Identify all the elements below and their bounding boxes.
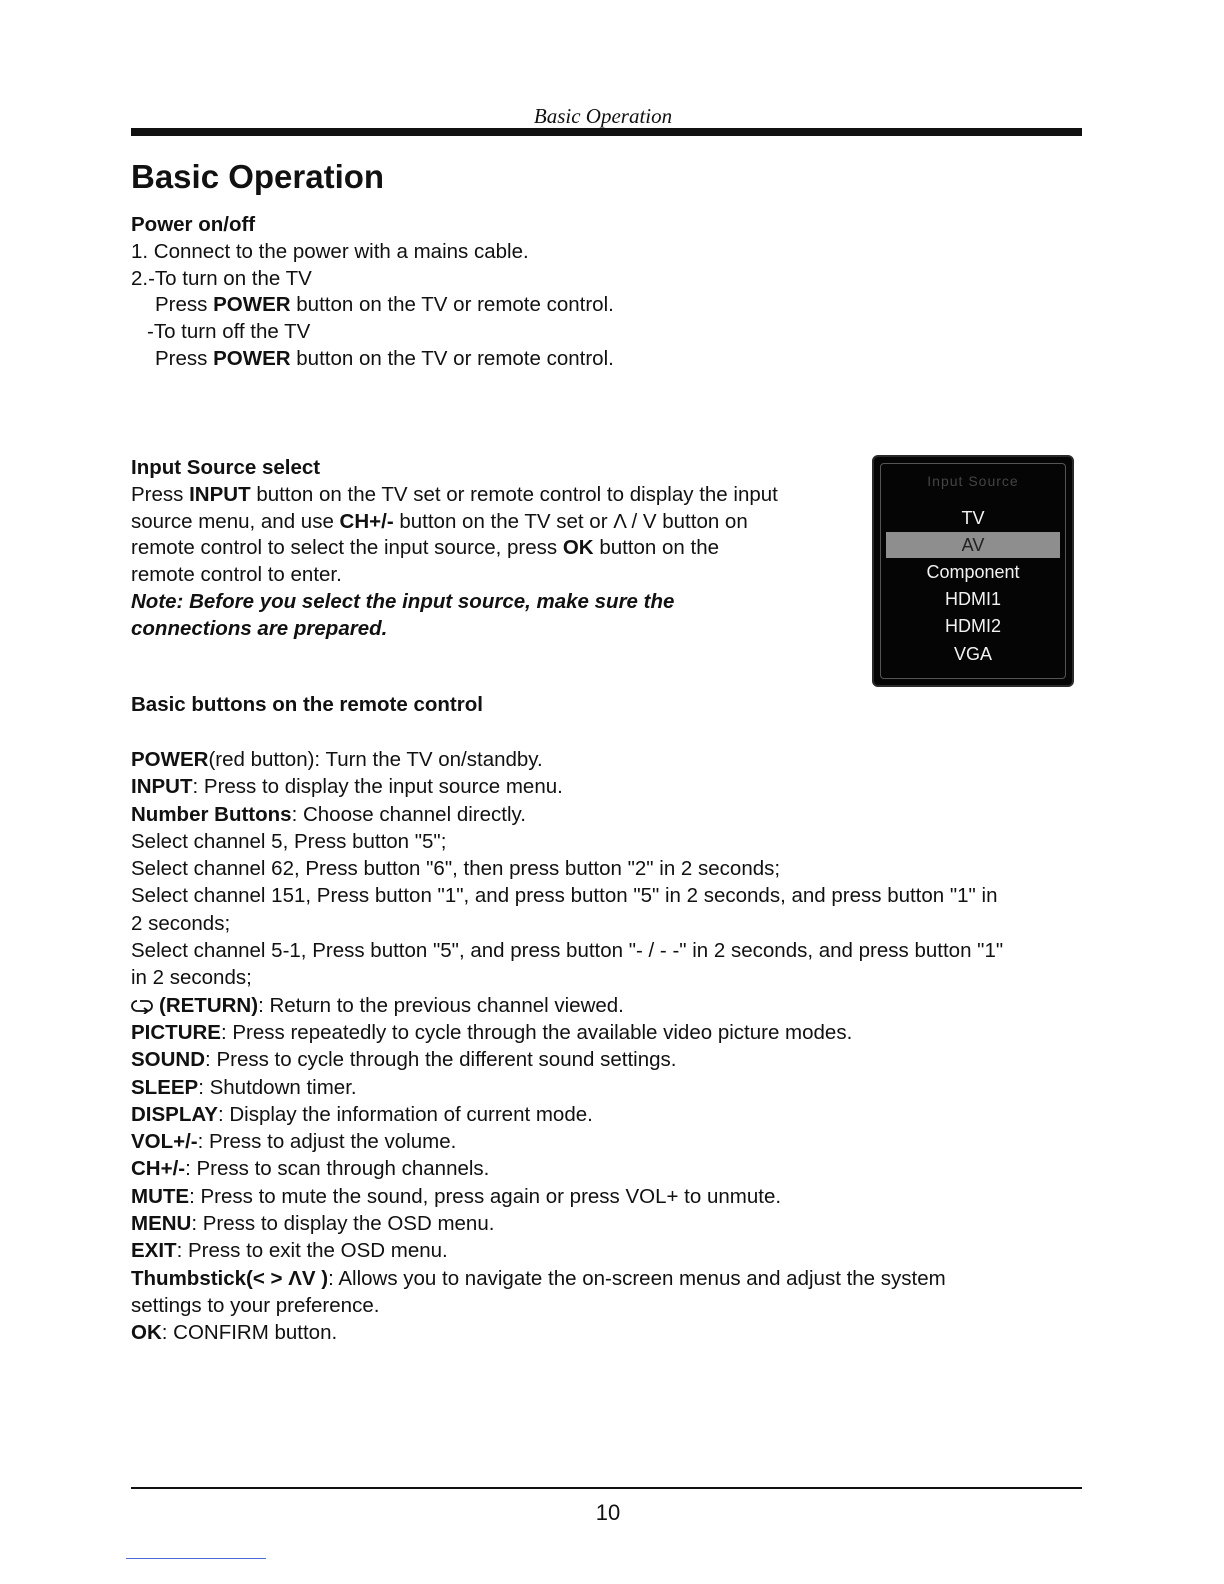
desc: : Press repeatedly to cycle through the available video picture modes. <box>220 1020 853 1044</box>
input-line-2 <box>131 509 778 536</box>
osd-item-tv[interactable]: TV <box>961 508 985 528</box>
press-text: Press <box>155 346 214 370</box>
input-note-1: Note: Before you select the input source, make sure the <box>131 589 675 613</box>
power-rest-text: button on the TV or remote control. <box>296 293 614 317</box>
channel-5-example: Select channel 5, Press button "5"; <box>131 829 447 853</box>
text: Press <box>131 482 190 506</box>
footer-rule <box>131 1487 1082 1489</box>
power-off-step: -To turn off the TV <box>147 320 311 344</box>
desc: : CONFIRM button. <box>161 1321 338 1345</box>
osd-item-vga[interactable]: VGA <box>953 644 992 664</box>
key: Thumbstick(< > ΛV ) <box>131 1266 329 1290</box>
desc: : Press to display the OSD menu. <box>191 1212 495 1236</box>
thumbstick-desc-cont: settings to your preference. <box>131 1293 380 1317</box>
power-key: POWER <box>213 293 291 317</box>
sleep-button-desc <box>131 1074 1003 1101</box>
page-title: Basic Operation <box>131 158 385 195</box>
power-step-1: 1. Connect to the power with a mains cable. <box>131 239 529 263</box>
header-rule <box>131 128 1082 136</box>
desc: : Choose channel directly. <box>291 802 526 826</box>
key: CH+/- <box>131 1157 186 1181</box>
text: remote control to select the input source, press <box>131 536 563 560</box>
desc: : Press to mute the sound, press again or press VOL+ to unmute. <box>189 1184 782 1208</box>
desc: : Press to adjust the volume. <box>197 1130 457 1154</box>
desc: : Press to cycle through the different sound settings. <box>205 1048 677 1072</box>
desc: : Press to exit the OSD menu. <box>176 1239 448 1263</box>
text: button on the <box>599 536 719 560</box>
exit-button-desc <box>131 1237 1003 1264</box>
picture-button-desc <box>131 1019 1003 1046</box>
text: source menu, and use <box>131 509 340 533</box>
remote-heading: Basic buttons on the remote control <box>131 693 483 716</box>
mute-button-desc <box>131 1183 1003 1210</box>
remote-buttons-section <box>131 746 1003 1347</box>
channel-62-example: Select channel 62, Press button "6", then press button "2" in 2 seconds; <box>131 857 781 881</box>
key: MUTE <box>131 1184 190 1208</box>
osd-item-hdmi2[interactable]: HDMI2 <box>944 616 1001 636</box>
key: DISPLAY <box>131 1102 218 1126</box>
key: INPUT <box>131 775 193 799</box>
bottom-link-underline <box>126 1558 266 1559</box>
input-line-3 <box>131 535 778 562</box>
osd-item-hdmi1[interactable]: HDMI1 <box>944 589 1001 609</box>
desc: (red button): Turn the TV on/standby. <box>208 748 543 771</box>
desc: : Press to scan through channels. <box>185 1157 490 1181</box>
channel-151-example-cont: 2 seconds; <box>131 911 231 935</box>
desc: : Press to display the input source menu. <box>192 775 563 799</box>
osd-title: Input Source <box>927 473 1019 489</box>
key: VOL+/- <box>131 1130 198 1154</box>
input-note-2: connections are prepared. <box>131 616 388 640</box>
osd-item-component[interactable]: Component <box>926 562 1020 582</box>
desc: : Return to the previous channel viewed. <box>258 993 624 1017</box>
channel-5-1-example-cont: in 2 seconds; <box>131 966 252 990</box>
power-heading: Power on/off <box>131 213 256 236</box>
input-key: INPUT <box>189 482 251 506</box>
menu-button-desc <box>131 1210 1003 1237</box>
power-off-instruction <box>131 346 614 373</box>
return-icon <box>131 998 155 1014</box>
press-text: Press <box>155 293 214 317</box>
power-on-instruction <box>131 292 614 319</box>
input-line-1 <box>131 482 778 509</box>
key: SOUND <box>131 1048 206 1072</box>
desc: : Shutdown timer. <box>198 1075 357 1099</box>
key: OK <box>131 1321 162 1345</box>
key: SLEEP <box>131 1075 199 1099</box>
remote-heading-block <box>131 692 483 719</box>
key: POWER <box>131 748 209 771</box>
key: (RETURN) <box>159 993 259 1017</box>
key: Number Buttons <box>131 802 292 826</box>
input-source-section <box>131 455 778 643</box>
ok-button-desc <box>131 1319 1003 1346</box>
thumbstick-desc <box>131 1265 1003 1292</box>
desc: : Allows you to navigate the on-screen menus and adjust the system <box>328 1266 946 1290</box>
channel-151-example: Select channel 151, Press button "1", and press button "5" in 2 seconds, and press button "1" in <box>131 884 998 908</box>
key: PICTURE <box>131 1020 221 1044</box>
sound-button-desc <box>131 1046 1003 1073</box>
power-rest-text: button on the TV or remote control. <box>296 346 614 370</box>
power-section <box>131 212 614 373</box>
ch-key: CH+/- <box>339 509 394 533</box>
text: button on the TV set or Λ / V button on <box>399 509 748 533</box>
return-button-desc <box>131 992 1003 1019</box>
display-button-desc <box>131 1101 1003 1128</box>
key: EXIT <box>131 1239 177 1263</box>
desc: : Display the information of current mode. <box>217 1102 593 1126</box>
osd-item-av[interactable]: AV <box>886 532 1060 558</box>
input-button-desc <box>131 773 1003 800</box>
vol-button-desc <box>131 1128 1003 1155</box>
ch-button-desc <box>131 1155 1003 1182</box>
power-step-2: 2.-To turn on the TV <box>131 266 312 290</box>
power-button-desc <box>131 746 1003 773</box>
text: button on the TV set or remote control to display the input <box>256 482 778 506</box>
running-header: Basic Operation <box>533 104 673 128</box>
number-buttons-desc <box>131 801 1003 828</box>
page-number: 10 <box>595 1500 621 1525</box>
key: MENU <box>131 1212 192 1236</box>
channel-5-1-example: Select channel 5-1, Press button "5", and press button "- / - -" in 2 seconds, and press button "1" <box>131 939 1004 963</box>
ok-key: OK <box>562 536 594 560</box>
input-line-4: remote control to enter. <box>131 563 342 587</box>
input-source-heading: Input Source select <box>131 456 321 479</box>
power-key: POWER <box>213 346 291 370</box>
